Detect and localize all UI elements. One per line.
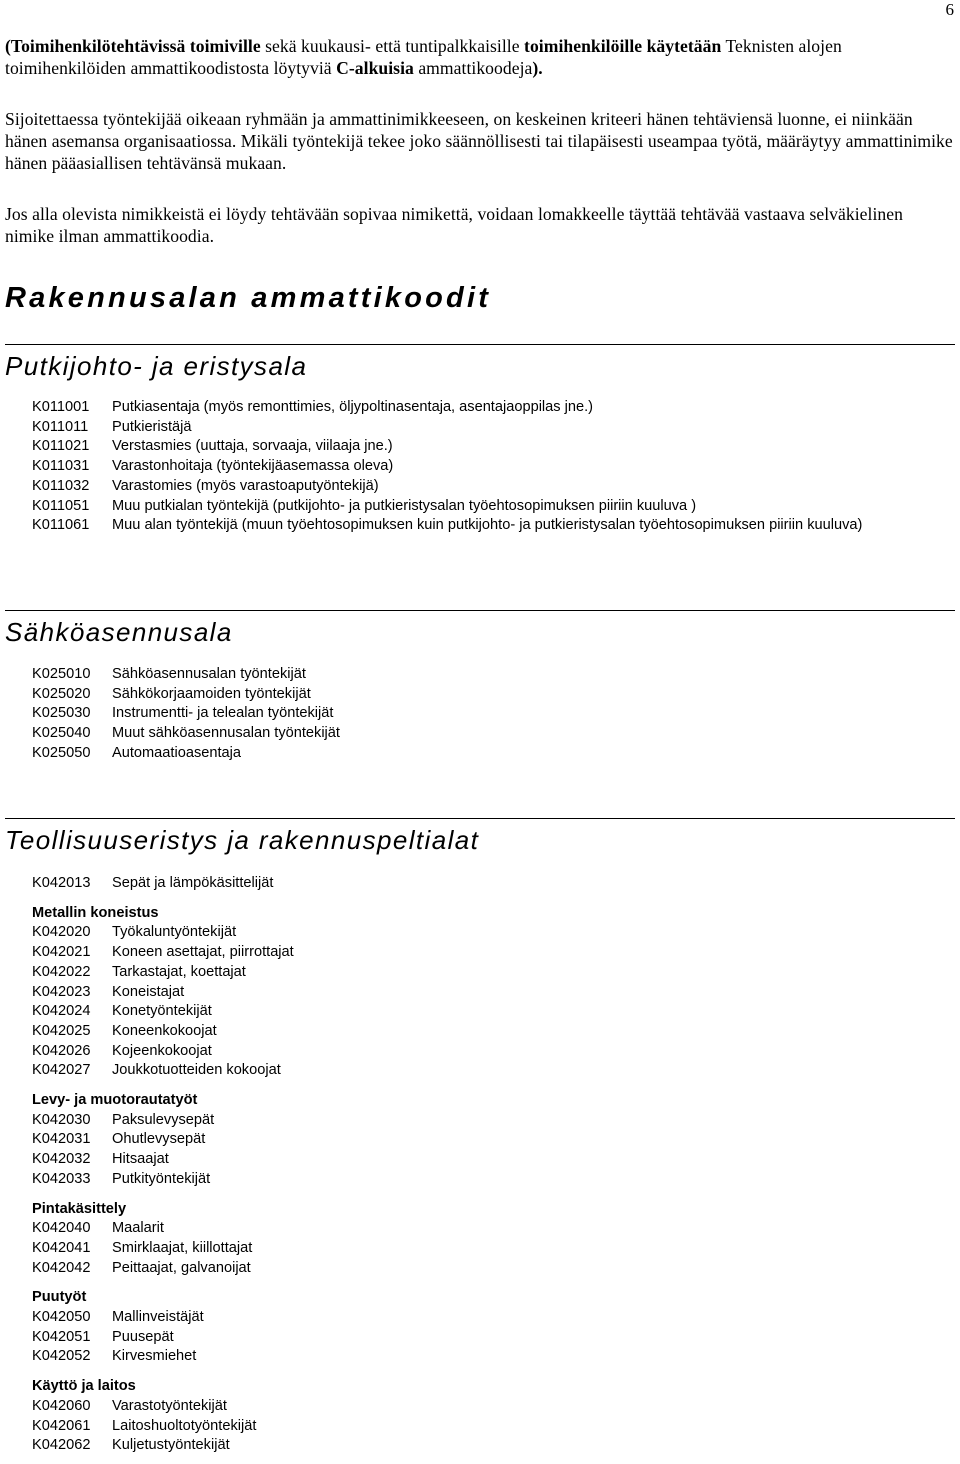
list-item [32, 477, 932, 497]
item-description: Paksulevysepät [112, 1111, 215, 1128]
item-code: K042033 [32, 1170, 91, 1187]
group-heading: Puutyöt [32, 1289, 87, 1306]
intro-p1-text-3: ammattikoodeja [413, 58, 533, 78]
code-list-putkijohto [32, 398, 932, 536]
section-title-teollisuuseristys: Teollisuuseristys ja rakennuspeltialat [5, 818, 955, 856]
intro-p1-bold-1: (Toimihenkilötehtävissä toimiville [5, 36, 261, 56]
item-description: Varastotyöntekijät [112, 1397, 227, 1414]
list-item [32, 418, 932, 438]
list-item [32, 1170, 932, 1190]
item-code: K011001 [32, 399, 90, 415]
item-description: Konetyöntekijät [112, 1003, 212, 1020]
item-description: Putkityöntekijät [112, 1170, 211, 1187]
intro-p1-text-1: sekä kuukausi- että tuntipalkkaisille [260, 36, 525, 56]
list-item [32, 1042, 932, 1062]
item-code: K042042 [32, 1259, 91, 1276]
item-code: K042031 [32, 1131, 91, 1148]
list-item [32, 1417, 932, 1437]
item-description: Varastomies (myös varastoaputyöntekijä) [112, 477, 379, 494]
item-code: K042062 [32, 1437, 91, 1454]
intro-paragraph-3: Jos alla olevista nimikkeistä ei löydy tehtävään sopivaa nimikettä, voidaan lomakkeelle täyttää tehtävää vastaava selväkielinen nimike ilman ammattikoodia. [5, 204, 903, 246]
item-description: Automaatioasentaja [112, 744, 241, 761]
item-description: Muut sähköasennusalan työntekijät [112, 725, 340, 742]
item-code: K011061 [32, 517, 90, 534]
item-code: K042030 [32, 1111, 91, 1128]
item-description: Kirvesmiehet [112, 1348, 197, 1365]
item-code: K025030 [32, 705, 91, 722]
item-code: K042051 [32, 1328, 91, 1345]
list-item [32, 983, 932, 1003]
list-item [32, 1328, 932, 1348]
item-description: Koneenkokoojat [112, 1022, 217, 1039]
item-description: Varastonhoitaja (työntekijäasemassa oleva) [112, 458, 394, 475]
list-item [32, 1061, 932, 1081]
list-item [32, 744, 932, 764]
list-item [32, 437, 932, 457]
item-code: K025020 [32, 685, 91, 702]
item-description: Putkieristäjä [112, 418, 192, 435]
group-heading: Levy- ja muotorautatyöt [32, 1092, 198, 1109]
list-item [32, 685, 932, 705]
list-item [32, 1436, 932, 1456]
list-item [32, 665, 932, 685]
item-code: K042025 [32, 1022, 91, 1039]
item-code: K011032 [32, 477, 90, 494]
intro-p1-bold-4: ). [532, 58, 543, 78]
intro-p1-bold-3: C-alkuisia [336, 58, 414, 78]
item-code: K042041 [32, 1239, 91, 1256]
item-code: K042060 [32, 1397, 91, 1414]
item-description: Mallinveistäjät [112, 1309, 204, 1325]
item-code: K042021 [32, 944, 91, 961]
list-item [32, 1022, 932, 1042]
intro-paragraph-1 [5, 35, 953, 79]
list-item [32, 943, 932, 963]
list-item [32, 923, 932, 943]
item-code: K011011 [32, 418, 89, 435]
item-code: K042020 [32, 924, 91, 941]
item-code: K042040 [32, 1220, 91, 1237]
item-description: Sähkökorjaamoiden työntekijät [112, 685, 311, 702]
list-item [32, 1308, 932, 1328]
item-code: K025040 [32, 725, 91, 742]
list-item [32, 398, 932, 418]
item-description: Tarkastajat, koettajat [112, 963, 246, 980]
intro-paragraph-2: Sijoitettaessa työntekijää oikeaan ryhmään ja ammattinimikkeeseen, on keskeinen kriteeri hänen tehtäviensä luonne, ei niinkään hänen asemansa organisaatiossa. Mikäli työntekijä tekee joko säännöllisesti tai tilapäisesti useampaa työtä, määräytyy ammattinimike hänen pääasiallisen tehtävänsä mukaan. [5, 109, 953, 173]
list-item [32, 1111, 932, 1131]
list-item [32, 497, 932, 517]
item-description: Verstasmies (uuttaja, sorvaaja, viilaaja jne.) [112, 438, 393, 455]
item-code: K042050 [32, 1309, 91, 1325]
list-item [32, 1347, 932, 1367]
intro-p1-text-2: Teknisten alojen toimihenkilöiden ammattikoodistosta löytyviä [5, 36, 842, 78]
item-description: Koneistajat [112, 983, 185, 1000]
item-code: K042032 [32, 1151, 91, 1168]
list-item [32, 874, 932, 894]
list-item [32, 1397, 932, 1417]
list-item [32, 1219, 932, 1239]
list-item [32, 1259, 932, 1279]
item-description: Instrumentti- ja telealan työntekijät [112, 705, 334, 722]
item-description: Hitsaajat [112, 1151, 169, 1168]
list-item [32, 516, 932, 536]
list-item [32, 1002, 932, 1022]
section-title-putkijohto: Putkijohto- ja eristysala [5, 344, 955, 382]
item-description: Puusepät [112, 1328, 174, 1345]
item-description: Ohutlevysepät [112, 1131, 206, 1148]
item-description: Joukkotuotteiden kokoojat [112, 1062, 281, 1079]
item-description: Muu alan työntekijä (muun työehtosopimuksen kuin putkijohto- ja putkieristysalan työehtosopimuksen piiriin kuuluva) [112, 517, 863, 534]
item-description: Putkiasentaja (myös remonttimies, öljypoltinasentaja, asentajaoppilas jne.) [112, 399, 594, 415]
item-description: Kuljetustyöntekijät [112, 1437, 230, 1454]
code-list-sahkoasennus [32, 665, 932, 764]
group-heading: Metallin koneistus [32, 904, 159, 921]
group-heading: Käyttö ja laitos [32, 1378, 136, 1395]
list-item [32, 963, 932, 983]
item-description: Työkaluntyöntekijät [112, 924, 237, 941]
intro-p1-bold-2: toimihenkilöille käytetään [524, 36, 722, 56]
page-number: 6 [945, 0, 954, 19]
item-description: Smirklaajat, kiillottajat [112, 1239, 253, 1256]
item-description: Peittaajat, galvanoijat [112, 1259, 251, 1276]
item-code: K042027 [32, 1062, 91, 1079]
code-list-teollisuuseristys [32, 874, 932, 1456]
list-item [32, 704, 932, 724]
item-code: K042026 [32, 1042, 91, 1059]
list-item [32, 1150, 932, 1170]
item-code: K042013 [32, 875, 91, 891]
item-code: K011051 [32, 497, 90, 514]
item-description: Laitoshuoltotyöntekijät [112, 1417, 257, 1434]
list-item [32, 457, 932, 477]
item-description: Sähköasennusalan työntekijät [112, 666, 306, 682]
list-item [32, 724, 932, 744]
item-code: K025050 [32, 744, 91, 761]
item-code: K025010 [32, 666, 91, 682]
list-item [32, 1130, 932, 1150]
main-title: Rakennusalan ammattikoodit [5, 282, 492, 314]
group-heading: Pintakäsittely [32, 1200, 127, 1217]
section-title-sahkoasennus: Sähköasennusala [5, 610, 955, 648]
item-code: K042061 [32, 1417, 91, 1434]
item-code: K042023 [32, 983, 91, 1000]
item-description: Kojeenkokoojat [112, 1042, 212, 1059]
item-code: K042052 [32, 1348, 91, 1365]
item-code: K042024 [32, 1003, 91, 1020]
list-item [32, 1239, 932, 1259]
item-description: Sepät ja lämpökäsittelijät [112, 875, 274, 891]
item-code: K011021 [32, 438, 90, 455]
item-code: K042022 [32, 963, 91, 980]
item-description: Maalarit [112, 1220, 164, 1237]
item-description: Muu putkialan työntekijä (putkijohto- ja putkieristysalan työehtosopimuksen piiriin kuuluva ) [112, 497, 697, 514]
item-code: K011031 [32, 458, 90, 475]
item-description: Koneen asettajat, piirrottajat [112, 944, 294, 961]
